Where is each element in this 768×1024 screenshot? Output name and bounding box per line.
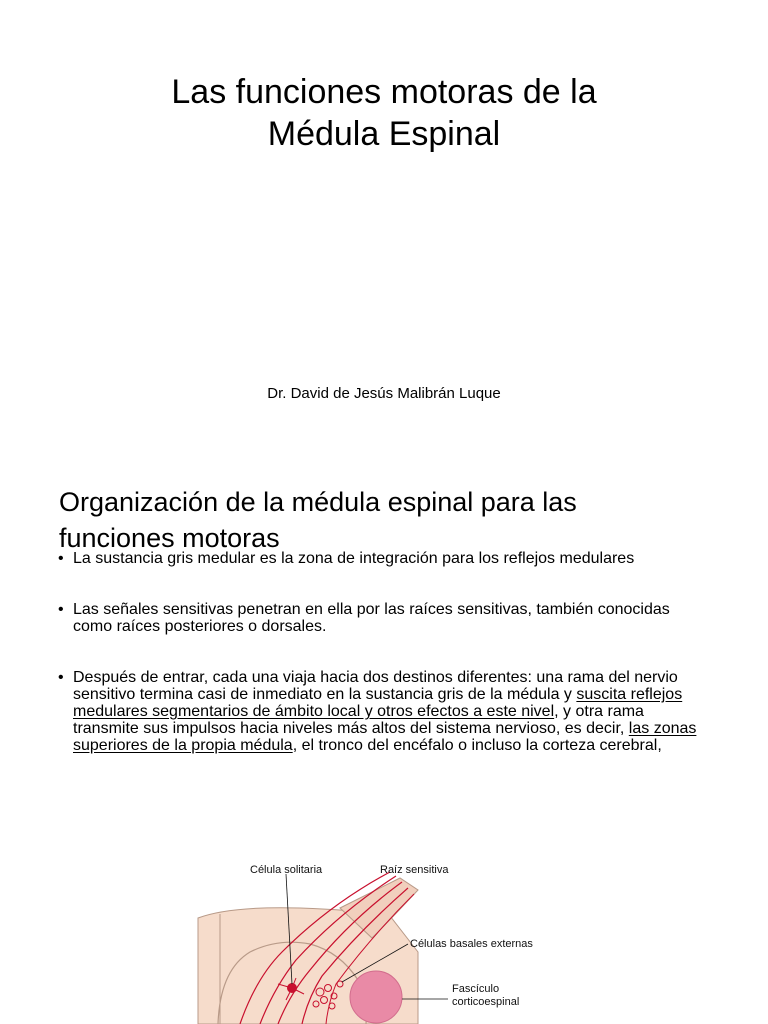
- bullet-list: [58, 550, 708, 754]
- bullet-3-text-c: , el tronco del encéfalo o incluso la corteza cerebral,: [292, 737, 662, 754]
- title-line-2: Médula Espinal: [267, 114, 501, 153]
- bullet-3-underlined-a: suscita reflejos medulares segmentarios de ámbito local y otros efectos a este nivel: [73, 686, 683, 720]
- title-line-1: Las funciones motoras de la: [171, 72, 597, 111]
- label-fasciculo-1: Fascículo: [452, 983, 500, 995]
- spinal-cord-diagram: [190, 860, 590, 1024]
- spinal-cord-figure: [190, 860, 590, 1024]
- corticospinal-tract: [350, 971, 402, 1023]
- label-celula-solitaria: Célula solitaria: [250, 864, 323, 876]
- label-raiz-sensitiva: Raíz sensitiva: [380, 864, 449, 876]
- bullet-3-text-b: , y otra rama transmite sus impulsos hacia niveles más altos del sistema nervioso, es decir,: [73, 703, 644, 737]
- title-slide: [0, 0, 768, 440]
- label-fasciculo-2: corticoespinal: [452, 996, 520, 1008]
- slide-heading: [59, 484, 739, 556]
- content-slide: [0, 440, 768, 1024]
- bullet-3-underlined-b: las zonas superiores de la propia médula: [73, 720, 697, 754]
- heading-line-2: funciones motoras: [59, 523, 280, 554]
- slide-title: [0, 71, 768, 155]
- heading-line-1: Organización de la médula espinal para las: [59, 487, 577, 518]
- bullet-item-2: • Las señales sensitivas penetran en ella por las raíces sensitivas, también conocidas como raíces posteriores o dorsales.: [58, 601, 708, 635]
- label-celulas-basales: Células basales externas: [410, 938, 533, 950]
- bullet-item-3: [58, 669, 708, 754]
- bullet-item-1: • La sustancia gris medular es la zona de integración para los reflejos medulares: [58, 550, 708, 567]
- author-name: Dr. David de Jesús Malibrán Luque: [267, 385, 501, 402]
- bullet-3-text-a: Después de entrar, cada una viaja hacia dos destinos diferentes: una rama del nervio sensitivo termina casi de inmediato en la sustancia gris de la médula y: [73, 669, 678, 703]
